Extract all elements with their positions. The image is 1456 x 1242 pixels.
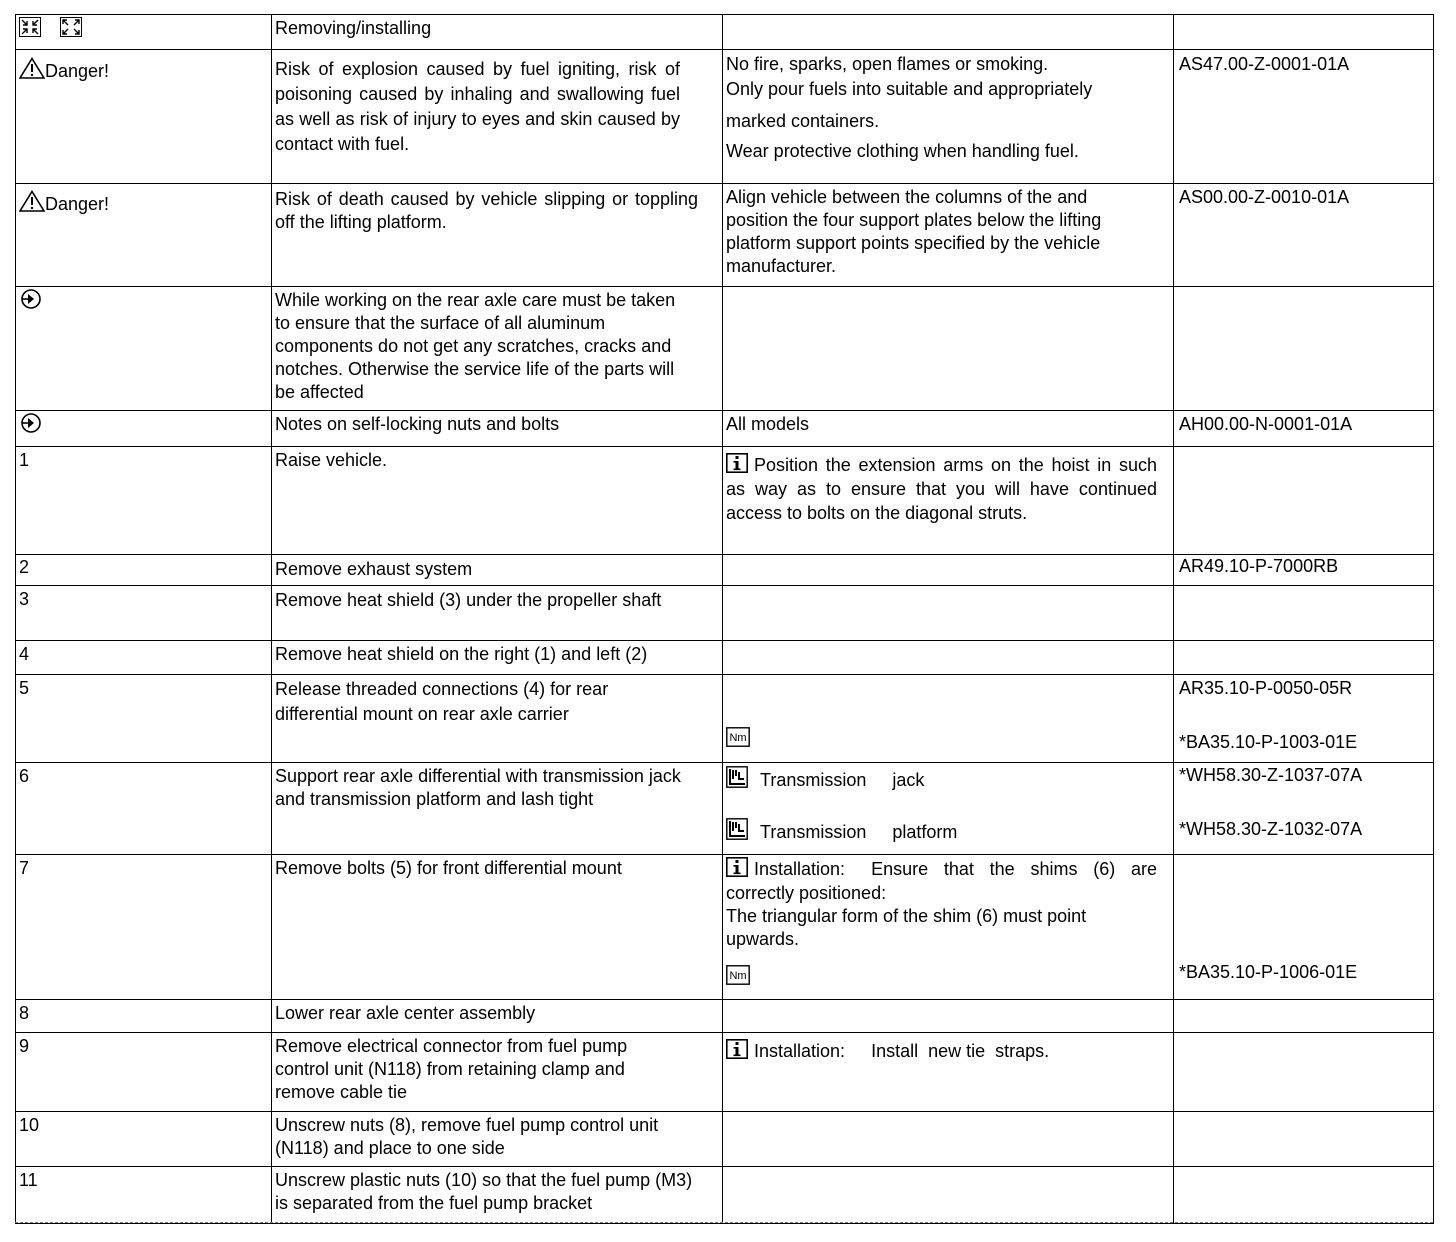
special-tool <box>726 766 1169 792</box>
step-number: 8 <box>16 1000 272 1033</box>
table-row <box>16 1112 1434 1167</box>
tool-type: jack <box>892 770 925 790</box>
table-row <box>16 855 1434 1000</box>
danger-label-cell <box>16 184 272 287</box>
warning-triangle-icon <box>19 190 45 212</box>
step-number: 7 <box>16 855 272 1000</box>
special-tool-icon <box>726 766 748 788</box>
step-number: 10 <box>16 1112 272 1167</box>
table-row <box>16 586 1434 641</box>
page-break-line <box>15 1222 1433 1223</box>
header-row <box>16 15 1434 50</box>
special-tool <box>726 818 1169 844</box>
step-note-cell <box>723 447 1174 555</box>
step-number: 4 <box>16 641 272 675</box>
procedure-table <box>15 14 1434 1224</box>
info-note-text: Position the extension arms on the hoist in such as way as to ensure that you will have continued access to bolts on the diagonal struts. <box>726 455 1157 523</box>
table-row <box>16 411 1434 447</box>
note-arrow-icon <box>19 288 43 310</box>
info-icon <box>726 453 748 473</box>
reference-link[interactable]: AR35.10-P-0050-05R <box>1179 678 1353 698</box>
info-note-text: Ensure that the shims (6) are correctly positioned: <box>726 859 1157 903</box>
table-row <box>16 287 1434 411</box>
info-icon <box>726 1039 748 1059</box>
info-icon <box>726 857 748 877</box>
torque-nm-icon <box>726 965 750 985</box>
install-icon <box>60 17 82 37</box>
step-description: Remove electrical connector from fuel pump control unit (N118) from retaining clamp and remove cable tie <box>272 1033 723 1112</box>
safety-note: Wear protective clothing when handling fuel. <box>726 141 1079 161</box>
note-arrow-icon <box>19 412 43 434</box>
step-description: Remove heat shield (3) under the propeller shaft <box>272 586 723 641</box>
reference-link[interactable]: *BA35.10-P-1006-01E <box>1179 962 1358 982</box>
table-row <box>16 50 1434 184</box>
table-row <box>16 1167 1434 1224</box>
danger-label-cell <box>16 50 272 184</box>
reference-link[interactable]: AH00.00-N-0001-01A <box>1174 411 1434 447</box>
step-description: Unscrew nuts (8), remove fuel pump control unit (N118) and place to one side <box>272 1112 723 1167</box>
danger-description: Risk of death caused by vehicle slipping or toppling off the lifting platform. <box>272 184 723 287</box>
installation-label: Installation: <box>754 1041 846 1061</box>
table-row <box>16 675 1434 763</box>
torque-label: Nm <box>729 970 747 982</box>
reference-link[interactable]: AS47.00-Z-0001-01A <box>1174 50 1434 184</box>
warning-triangle-icon <box>19 57 45 79</box>
table-row <box>16 184 1434 287</box>
step-description: Remove heat shield on the right (1) and left (2) <box>272 641 723 675</box>
safety-note: marked containers. <box>726 111 880 131</box>
reference-link[interactable]: *WH58.30-Z-1032-07A <box>1179 819 1363 839</box>
step-description: Lower rear axle center assembly <box>272 1000 723 1033</box>
table-row <box>16 1000 1434 1033</box>
reference-link[interactable]: *WH58.30-Z-1037-07A <box>1179 765 1363 785</box>
tool-name: Transmission <box>760 770 867 790</box>
reference-link[interactable]: *BA35.10-P-1003-01E <box>1179 732 1358 752</box>
table-row <box>16 763 1434 855</box>
special-tool-icon <box>726 818 748 840</box>
info-note-text: Install new tie straps. <box>871 1041 1050 1061</box>
step-number: 5 <box>16 675 272 763</box>
step-description: Unscrew plastic nuts (10) so that the fuel pump (M3) is separated from the fuel pump bracket <box>272 1167 723 1224</box>
step-note-cell <box>723 1033 1174 1112</box>
torque-nm-icon <box>726 727 750 747</box>
step-description: Remove exhaust system <box>272 555 723 586</box>
table-row <box>16 555 1434 586</box>
step-number: 1 <box>16 447 272 555</box>
header-title: Removing/installing <box>272 15 723 50</box>
note-description: Notes on self-locking nuts and bolts <box>272 411 723 447</box>
step-description: Raise vehicle. <box>272 447 723 555</box>
tool-type: platform <box>892 822 958 842</box>
installation-label: Installation: <box>754 859 846 879</box>
danger-label: Danger! <box>45 61 110 81</box>
model-applicability: All models <box>723 411 1174 447</box>
safety-notes-cell <box>723 50 1174 184</box>
step-number: 6 <box>16 763 272 855</box>
tool-name: Transmission <box>760 822 867 842</box>
step-number: 11 <box>16 1167 272 1224</box>
step-number: 3 <box>16 586 272 641</box>
note-description: While working on the rear axle care must be taken to ensure that the surface of all aluminum components do not get any scratches, cracks and notches. Otherwise the service life of the parts will be affected <box>272 287 723 411</box>
table-row <box>16 1033 1434 1112</box>
safety-note: Only pour fuels into suitable and appropriately <box>726 79 1093 99</box>
step-description: Remove bolts (5) for front differential mount <box>272 855 723 1000</box>
step-note-cell <box>723 855 1174 1000</box>
remove-icon <box>19 17 41 37</box>
step-description: Support rear axle differential with transmission jack and transmission platform and lash tight <box>272 763 723 855</box>
table-row <box>16 641 1434 675</box>
special-tools-cell <box>723 763 1174 855</box>
danger-description: Risk of explosion caused by fuel igniting, risk of poisoning caused by inhaling and swallowing fuel as well as risk of injury to eyes and skin caused by contact with fuel. <box>272 50 723 184</box>
reference-link[interactable]: AR49.10-P-7000RB <box>1174 555 1434 586</box>
table-row <box>16 447 1434 555</box>
step-number: 2 <box>16 555 272 586</box>
safety-note: No fire, sparks, open flames or smoking. <box>726 54 1049 74</box>
safety-note: Align vehicle between the columns of the and position the four support plates below the lifting platform support points specified by the vehicle manufacturer. <box>723 184 1174 287</box>
step-description: Release threaded connections (4) for rear differential mount on rear axle carrier <box>272 675 723 763</box>
info-note-text: The triangular form of the shim (6) must point upwards. <box>726 906 1087 949</box>
reference-link[interactable]: AS00.00-Z-0010-01A <box>1174 184 1434 287</box>
header-icons-cell <box>16 15 272 50</box>
step-number: 9 <box>16 1033 272 1112</box>
danger-label: Danger! <box>45 194 110 214</box>
torque-label: Nm <box>729 732 747 744</box>
